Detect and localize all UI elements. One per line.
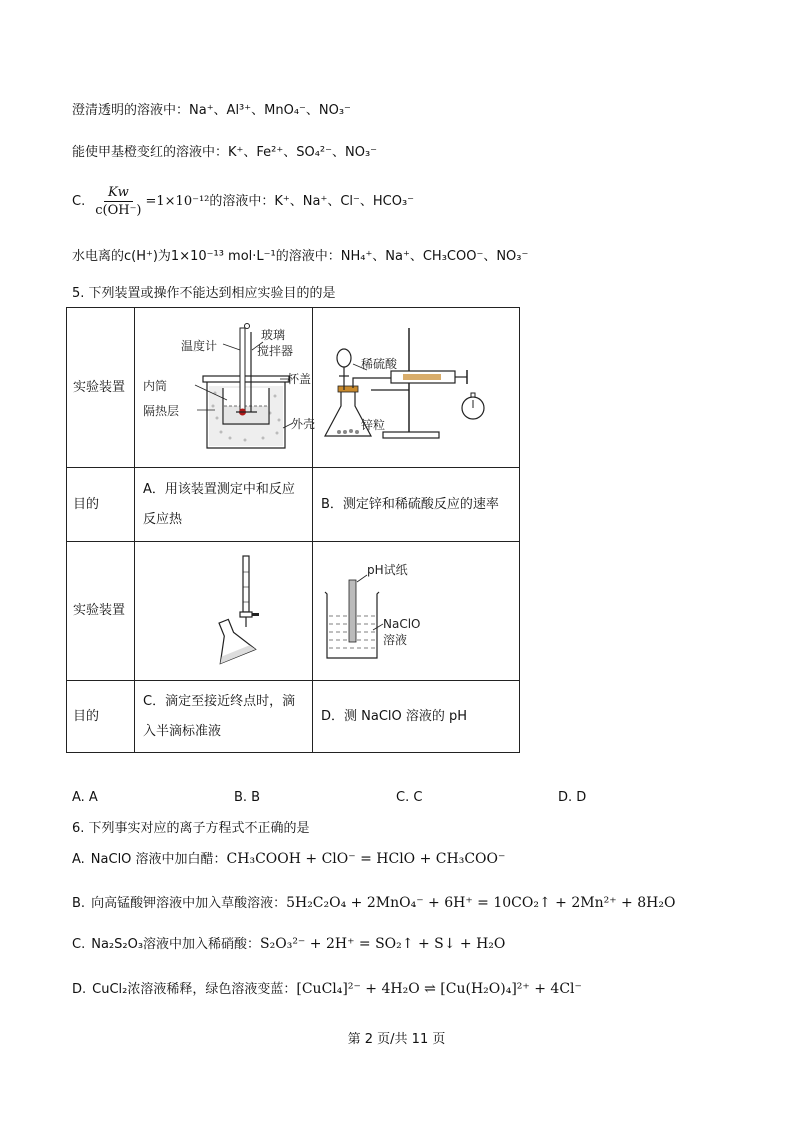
q4-option-c-label: C. bbox=[72, 194, 86, 209]
q6-option-b-equation: 5H₂C₂O₄ + 2MnO₄⁻ + 6H⁺ = 10CO₂↑ + 2Mn²⁺ + 8H₂O bbox=[286, 895, 676, 911]
q6-stem-text: 6. 下列事实对应的离子方程式不正确的是 bbox=[72, 821, 310, 836]
q4-option-d-text: 水电离的c(H⁺)为1×10⁻¹³ mol·L⁻¹的溶液中：NH₄⁺、Na⁺、CH₃COO⁻、NO₃⁻ bbox=[72, 249, 529, 264]
label-zinc: 锌粒 bbox=[361, 418, 386, 432]
label-inner-cup: 内筒 bbox=[143, 379, 168, 393]
q5-stem bbox=[72, 287, 336, 300]
row-label-apparatus-2: 实验装置 bbox=[67, 542, 135, 681]
titration-diagram bbox=[135, 542, 311, 676]
q6-option-d-label: D. bbox=[72, 981, 87, 997]
q5-row-apparatus-2 bbox=[67, 542, 520, 681]
q6-option-a-label: A. bbox=[72, 851, 85, 867]
row-label-purpose: 目的 bbox=[67, 468, 135, 542]
fig-titration bbox=[135, 542, 313, 681]
fig-zinc-rate bbox=[313, 308, 520, 468]
choice-b: B. B bbox=[234, 790, 261, 805]
q4-option-b bbox=[72, 146, 377, 159]
label-naclo-2: 溶液 bbox=[383, 633, 408, 647]
calorimeter-diagram bbox=[135, 308, 316, 463]
label-thermometer: 温度计 bbox=[181, 339, 218, 353]
q6-option-a bbox=[72, 852, 505, 866]
purpose-d: D．测 NaClO 溶液的 pH bbox=[313, 681, 520, 753]
q5-row-purpose-1 bbox=[67, 468, 520, 542]
label-naclo-1: NaClO bbox=[383, 617, 421, 631]
q6-option-d-prefix: CuCl₂浓溶液稀释，绿色溶液变蓝： bbox=[92, 981, 297, 997]
row-label-purpose-2: 目的 bbox=[67, 681, 135, 753]
kw-numerator: Kw bbox=[104, 186, 133, 202]
q6-option-c bbox=[72, 937, 505, 951]
q4-option-c-text: 的溶液中：K⁺、Na⁺、Cl⁻、HCO₃⁻ bbox=[209, 194, 415, 209]
choice-a: A. A bbox=[72, 790, 98, 805]
q6-option-b bbox=[72, 896, 675, 910]
label-sulfuric-acid: 稀硫酸 bbox=[361, 357, 398, 371]
q6-option-c-label: C. bbox=[72, 936, 86, 952]
q6-option-c-prefix: Na₂S₂O₃溶液中加入稀硝酸： bbox=[91, 936, 261, 952]
q6-option-b-prefix: 向高锰酸钾溶液中加入草酸溶液： bbox=[91, 895, 287, 911]
label-shell: 外壳 bbox=[291, 417, 316, 431]
choice-c: C. C bbox=[396, 790, 423, 805]
purpose-c: C．滴定至接近终点时，滴入半滴标准液 bbox=[135, 681, 313, 753]
label-stirrer-2: 搅拌器 bbox=[257, 344, 294, 358]
ph-test-diagram bbox=[313, 542, 518, 676]
q6-stem bbox=[72, 822, 310, 835]
choice-d: D. D bbox=[558, 790, 587, 805]
q4-option-d bbox=[72, 250, 528, 263]
label-insulation: 隔热层 bbox=[143, 404, 180, 418]
zinc-rate-diagram bbox=[313, 308, 518, 463]
q5-choices bbox=[72, 790, 632, 806]
label-ph-paper: pH试纸 bbox=[367, 563, 408, 577]
q4-option-a-text: 澄清透明的溶液中：Na⁺、Al³⁺、MnO₄⁻、NO₃⁻ bbox=[72, 103, 351, 118]
row-label-apparatus: 实验装置 bbox=[67, 308, 135, 468]
kw-fraction bbox=[95, 186, 141, 217]
q4-option-b-text: 能使甲基橙变红的溶液中：K⁺、Fe²⁺、SO₄²⁻、NO₃⁻ bbox=[72, 145, 378, 160]
label-lid: 杯盖 bbox=[287, 372, 312, 386]
kw-denominator: c(OH⁻) bbox=[95, 203, 142, 218]
purpose-b: B．测定锌和稀硫酸反应的速率 bbox=[313, 468, 520, 542]
kw-equation: =1×10⁻¹² bbox=[145, 194, 210, 209]
q6-option-c-equation: S₂O₃²⁻ + 2H⁺ = SO₂↑ + S↓ + H₂O bbox=[260, 936, 506, 952]
q5-table bbox=[66, 307, 520, 753]
fig-ph-test bbox=[313, 542, 520, 681]
page-footer: 第 2 页/共 11 页 bbox=[347, 1032, 446, 1047]
q5-stem-text: 5. 下列装置或操作不能达到相应实验目的的是 bbox=[72, 286, 336, 301]
q5-row-purpose-2 bbox=[67, 681, 520, 753]
q6-option-d-equation: [CuCl₄]²⁻ + 4H₂O ⇌ [Cu(H₂O)₄]²⁺ + 4Cl⁻ bbox=[296, 981, 582, 997]
label-stirrer-1: 玻璃 bbox=[261, 328, 286, 342]
q6-option-b-label: B. bbox=[72, 895, 86, 911]
q6-option-a-equation: CH₃COOH + ClO⁻ = HClO + CH₃COO⁻ bbox=[226, 851, 506, 867]
q5-row-apparatus-1 bbox=[67, 308, 520, 468]
purpose-a: A．用该装置测定中和反应反应热 bbox=[135, 468, 313, 542]
q6-option-d bbox=[72, 982, 582, 996]
q6-option-a-prefix: NaClO 溶液中加白醋： bbox=[90, 851, 227, 867]
q4-option-c bbox=[72, 186, 414, 217]
q4-option-a bbox=[72, 104, 351, 117]
fig-calorimeter bbox=[135, 308, 316, 468]
